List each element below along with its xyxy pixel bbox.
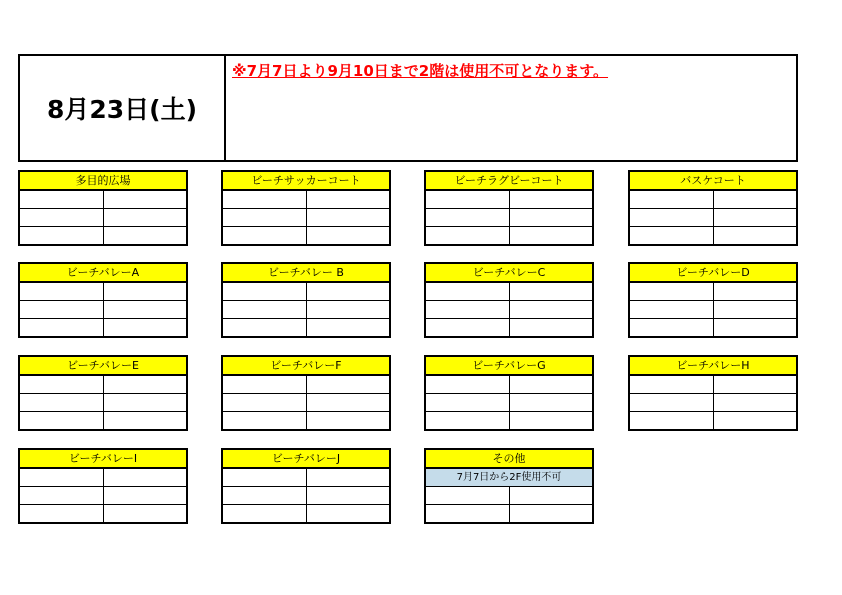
cell [104, 227, 187, 244]
cell [426, 412, 510, 429]
schedule-row [223, 469, 389, 487]
schedule-row [426, 394, 592, 412]
facility-block-volley-d [628, 262, 798, 338]
schedule-row [20, 505, 186, 522]
cell [20, 469, 104, 486]
cell [510, 227, 593, 244]
facility-title: ビーチバレーA [20, 264, 186, 283]
schedule-row [223, 376, 389, 394]
cell [307, 227, 390, 244]
schedule-row [20, 191, 186, 209]
cell [20, 376, 104, 393]
cell [510, 283, 593, 300]
cell [630, 412, 714, 429]
cell [426, 319, 510, 336]
cell [426, 376, 510, 393]
cell [104, 487, 187, 504]
cell [20, 283, 104, 300]
cell [104, 394, 187, 411]
cell [426, 283, 510, 300]
cell [307, 505, 390, 522]
cell [307, 412, 390, 429]
cell [630, 191, 714, 208]
facility-block-beach-soccer [221, 170, 391, 246]
schedule-row [426, 319, 592, 336]
cell [307, 319, 390, 336]
cell [223, 319, 307, 336]
cell [510, 301, 593, 318]
cell [223, 283, 307, 300]
cell [104, 301, 187, 318]
cell [223, 301, 307, 318]
cell [20, 319, 104, 336]
schedule-row [630, 227, 796, 244]
schedule-row [20, 394, 186, 412]
facility-block-volley-i [18, 448, 188, 524]
cell [714, 301, 797, 318]
cell [510, 319, 593, 336]
cell [426, 191, 510, 208]
cell [20, 209, 104, 226]
cell [104, 283, 187, 300]
cell [307, 376, 390, 393]
schedule-row [630, 319, 796, 336]
facility-block-volley-c [424, 262, 594, 338]
schedule-row [426, 227, 592, 244]
schedule-row [20, 412, 186, 429]
schedule-row [426, 505, 592, 522]
schedule-row [223, 209, 389, 227]
schedule-row [223, 505, 389, 522]
cell [630, 227, 714, 244]
cell [20, 191, 104, 208]
schedule-row [223, 191, 389, 209]
cell [307, 394, 390, 411]
schedule-row [20, 469, 186, 487]
facility-block-volley-g [424, 355, 594, 431]
cell [307, 301, 390, 318]
facility-block-volley-e [18, 355, 188, 431]
schedule-row [223, 227, 389, 244]
schedule-row [223, 394, 389, 412]
cell [223, 209, 307, 226]
facility-title: バスケコート [630, 172, 796, 191]
cell [630, 394, 714, 411]
schedule-row [426, 209, 592, 227]
cell [223, 505, 307, 522]
schedule-row [630, 376, 796, 394]
schedule-header [18, 54, 798, 162]
schedule-row [20, 319, 186, 336]
cell [104, 505, 187, 522]
cell [426, 505, 510, 522]
date-label: 8月23日(土) [46, 95, 198, 124]
schedule-row [20, 209, 186, 227]
cell [20, 227, 104, 244]
cell [20, 412, 104, 429]
cell [630, 209, 714, 226]
facility-title: ビーチバレーC [426, 264, 592, 283]
cell [714, 319, 797, 336]
cell [426, 209, 510, 226]
facility-title: 多目的広場 [20, 172, 186, 191]
schedule-row [223, 487, 389, 505]
facility-title: ビーチバレーE [20, 357, 186, 376]
closure-notice: ※7月7日より9月10日まで2階は使用不可となります。 [232, 62, 609, 80]
facility-block-volley-h [628, 355, 798, 431]
cell [510, 191, 593, 208]
cell [307, 191, 390, 208]
cell [307, 469, 390, 486]
cell [20, 301, 104, 318]
facility-block-volley-a [18, 262, 188, 338]
facility-block-beach-rugby [424, 170, 594, 246]
cell [714, 209, 797, 226]
cell [104, 191, 187, 208]
other-note: 7月7日から2F使用不可 [426, 469, 592, 487]
cell [104, 469, 187, 486]
cell [630, 283, 714, 300]
cell [223, 376, 307, 393]
cell [223, 412, 307, 429]
cell [223, 394, 307, 411]
cell [426, 227, 510, 244]
cell [714, 376, 797, 393]
schedule-row [20, 227, 186, 244]
schedule-row [20, 376, 186, 394]
schedule-row [20, 487, 186, 505]
facility-block-multipurpose [18, 170, 188, 246]
cell [714, 394, 797, 411]
schedule-row [223, 319, 389, 336]
cell [104, 209, 187, 226]
facility-title: ビーチサッカーコート [223, 172, 389, 191]
facility-title: ビーチラグビーコート [426, 172, 592, 191]
cell [104, 319, 187, 336]
facility-title: ビーチバレー B [223, 264, 389, 283]
schedule-row [630, 209, 796, 227]
cell [630, 301, 714, 318]
cell [510, 505, 593, 522]
facility-block-volley-b [221, 262, 391, 338]
cell [510, 376, 593, 393]
schedule-row [426, 283, 592, 301]
cell [223, 487, 307, 504]
notice-cell [226, 56, 796, 160]
cell [223, 191, 307, 208]
facility-block-basketball [628, 170, 798, 246]
cell [223, 227, 307, 244]
schedule-row [223, 283, 389, 301]
schedule-row [20, 283, 186, 301]
schedule-row [426, 412, 592, 429]
cell [20, 505, 104, 522]
facility-title: ビーチバレーI [20, 450, 186, 469]
cell [714, 227, 797, 244]
cell [510, 412, 593, 429]
schedule-row [223, 412, 389, 429]
cell [20, 394, 104, 411]
schedule-row [630, 191, 796, 209]
cell [20, 487, 104, 504]
facility-block-other [424, 448, 594, 524]
schedule-row [223, 301, 389, 319]
facility-title: ビーチバレーG [426, 357, 592, 376]
cell [510, 487, 593, 504]
cell [510, 394, 593, 411]
schedule-row [630, 301, 796, 319]
cell [630, 376, 714, 393]
schedule-row [630, 394, 796, 412]
schedule-row [20, 301, 186, 319]
facility-block-volley-f [221, 355, 391, 431]
cell [307, 487, 390, 504]
facility-title: ビーチバレーD [630, 264, 796, 283]
cell [223, 469, 307, 486]
cell [307, 283, 390, 300]
cell [714, 412, 797, 429]
schedule-row [426, 376, 592, 394]
cell [426, 487, 510, 504]
cell [714, 283, 797, 300]
cell [104, 412, 187, 429]
facility-title: ビーチバレーH [630, 357, 796, 376]
facility-block-volley-j [221, 448, 391, 524]
cell [104, 376, 187, 393]
schedule-row [426, 191, 592, 209]
cell [714, 191, 797, 208]
schedule-row [630, 412, 796, 429]
cell [307, 209, 390, 226]
schedule-row [426, 301, 592, 319]
schedule-row [630, 283, 796, 301]
cell [630, 319, 714, 336]
cell [510, 209, 593, 226]
facility-title: ビーチバレーF [223, 357, 389, 376]
schedule-row [426, 487, 592, 505]
cell [426, 394, 510, 411]
facility-title: その他 [426, 450, 592, 469]
cell [426, 301, 510, 318]
date-cell [20, 56, 226, 160]
facility-title: ビーチバレーJ [223, 450, 389, 469]
